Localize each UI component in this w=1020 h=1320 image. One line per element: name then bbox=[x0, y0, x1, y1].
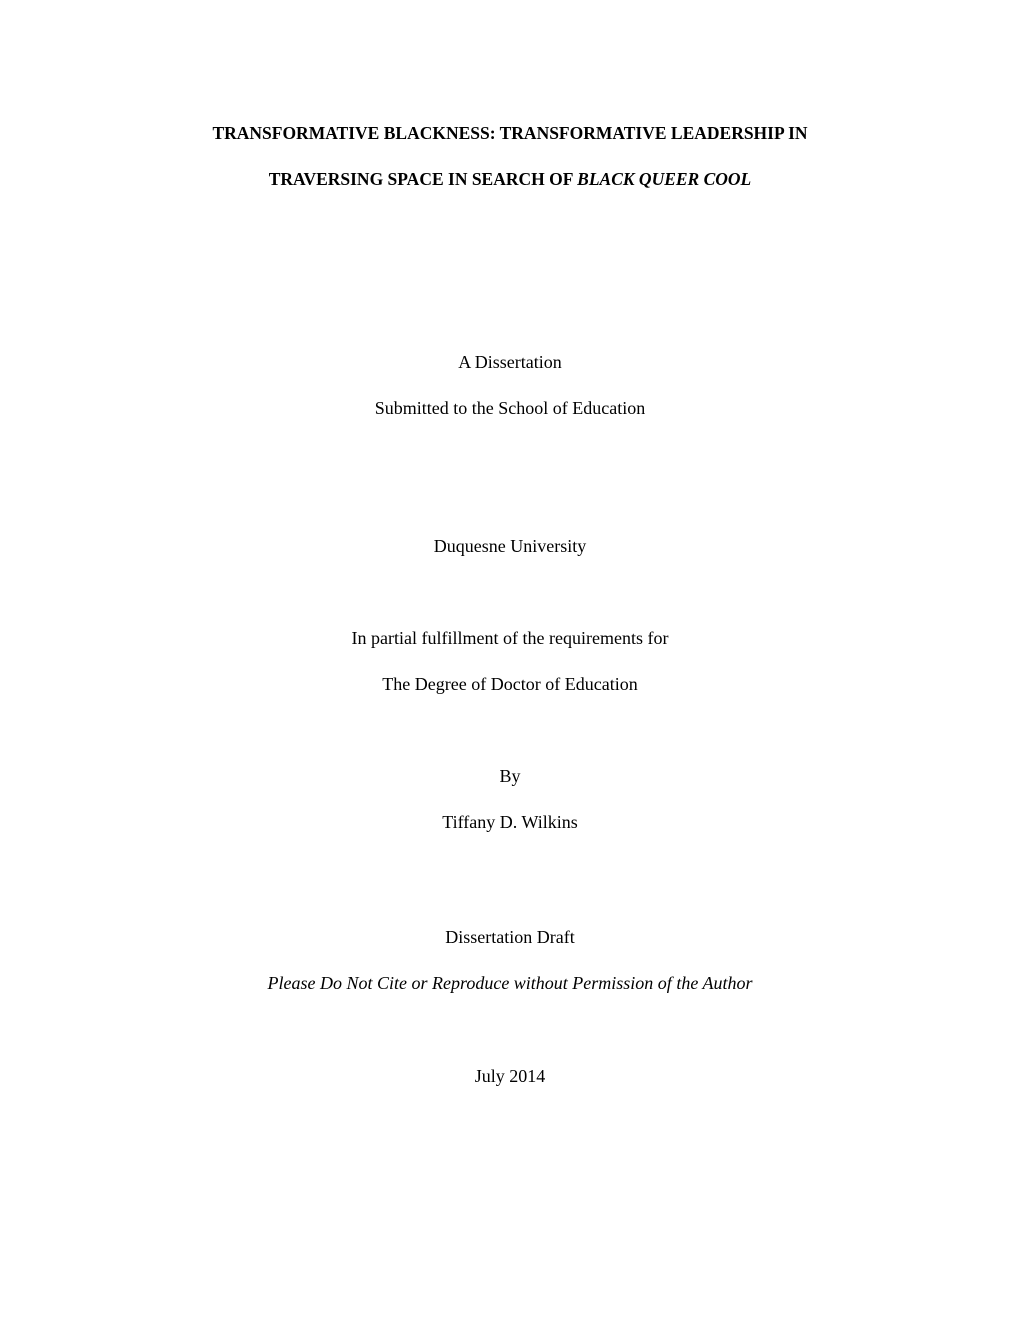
document-type: A Dissertation bbox=[458, 352, 562, 372]
submitted-to: Submitted to the School of Education bbox=[374, 398, 646, 418]
draft-label: Dissertation Draft bbox=[445, 927, 575, 947]
permission-notice: Please Do Not Cite or Reproduce without Permission of the Author bbox=[267, 973, 753, 993]
author-name: Tiffany D. Wilkins bbox=[442, 812, 578, 832]
date: July 2014 bbox=[474, 1066, 546, 1086]
fulfillment-statement: In partial fulfillment of the requirements for bbox=[351, 628, 669, 648]
degree: The Degree of Doctor of Education bbox=[382, 674, 638, 694]
institution: Duquesne University bbox=[433, 536, 587, 556]
title-line-2-text: TRAVERSING SPACE IN SEARCH OF bbox=[268, 169, 578, 189]
by-label: By bbox=[499, 766, 521, 786]
title-line-2 bbox=[0, 168, 1020, 190]
title-line-1: TRANSFORMATIVE BLACKNESS: TRANSFORMATIVE LEADERSHIP IN bbox=[212, 123, 808, 143]
title-line-2-italic-text: BLACK QUEER COOL bbox=[577, 169, 752, 189]
